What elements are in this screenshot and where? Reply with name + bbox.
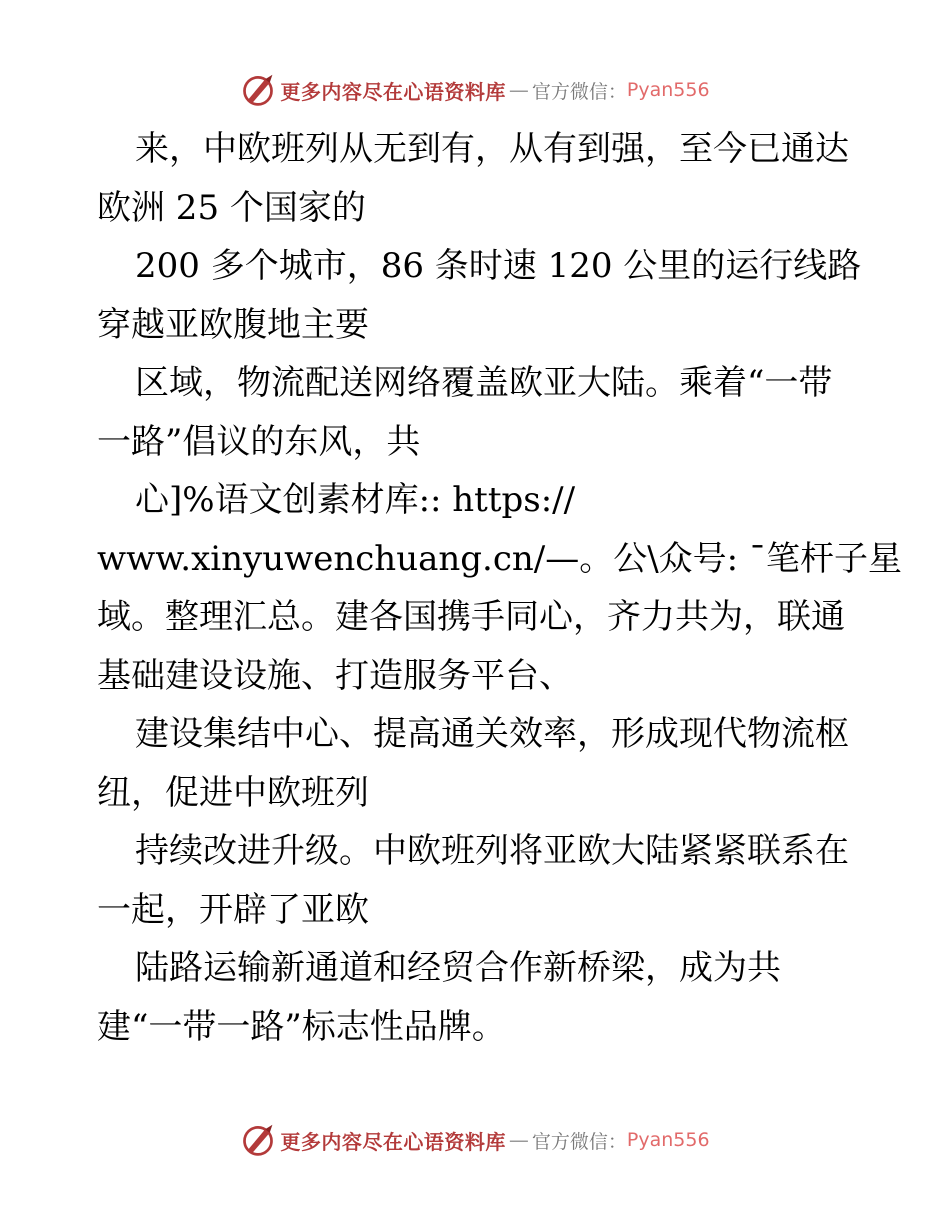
header-wechat-label: 官方微信： [531, 80, 627, 103]
text-line: 纽，促进中欧班列 [97, 772, 369, 813]
footer-banner-text: 更多内容尽在心语资料库 [280, 1129, 506, 1154]
footer-banner-separator: — [508, 1128, 529, 1152]
header-banner-inner [240, 72, 709, 108]
quill-logo-icon [240, 1122, 276, 1158]
footer-banner-inner [240, 1122, 709, 1158]
text-line: 区域，物流配送网络覆盖欧亚大陆。乘着“一带 [135, 363, 833, 403]
text-line: 持续改进升级。中欧班列将亚欧大陆紧紧联系在 [135, 831, 849, 871]
text-line: 建设集结中心、提高通关效率，形成现代物流枢 [135, 714, 849, 754]
text-line-url: www.xinyuwenchuang.cn/—。公\众号: ¯笔杆子星 [97, 538, 902, 579]
text-line: 欧洲 25 个国家的 [97, 187, 366, 228]
header-banner [0, 68, 950, 112]
text-line: 陆路运输新通道和经贸合作新桥梁，成为共 [135, 948, 781, 988]
text-line: 心]%语文创素材库:: https:// [135, 480, 576, 520]
text-line: 基础建设设施、打造服务平台、 [97, 655, 573, 696]
footer-wechat-account: Pyan556 [626, 1129, 710, 1151]
header-banner-separator: — [508, 78, 529, 102]
text-line: 穿越亚欧腹地主要 [97, 304, 369, 345]
quill-logo-icon [240, 72, 276, 108]
text-line: 建“一带一路”标志性品牌。 [97, 1006, 506, 1047]
header-banner-text: 更多内容尽在心语资料库 [280, 79, 506, 104]
text-line: 一起，开辟了亚欧 [97, 889, 369, 930]
text-line: 域。整理汇总。建各国携手同心，齐力共为，联通 [97, 597, 845, 637]
body-text [97, 120, 902, 1056]
header-wechat-account: Pyan556 [626, 79, 710, 101]
footer-wechat-label: 官方微信： [531, 1130, 627, 1153]
footer-banner [0, 1118, 950, 1162]
text-line: 来，中欧班列从无到有，从有到强，至今已通达 [135, 129, 849, 169]
text-line: 一路”倡议的东风，共 [97, 421, 421, 462]
text-line: 200 多个城市，86 条时速 120 公里的运行线路 [135, 246, 862, 286]
